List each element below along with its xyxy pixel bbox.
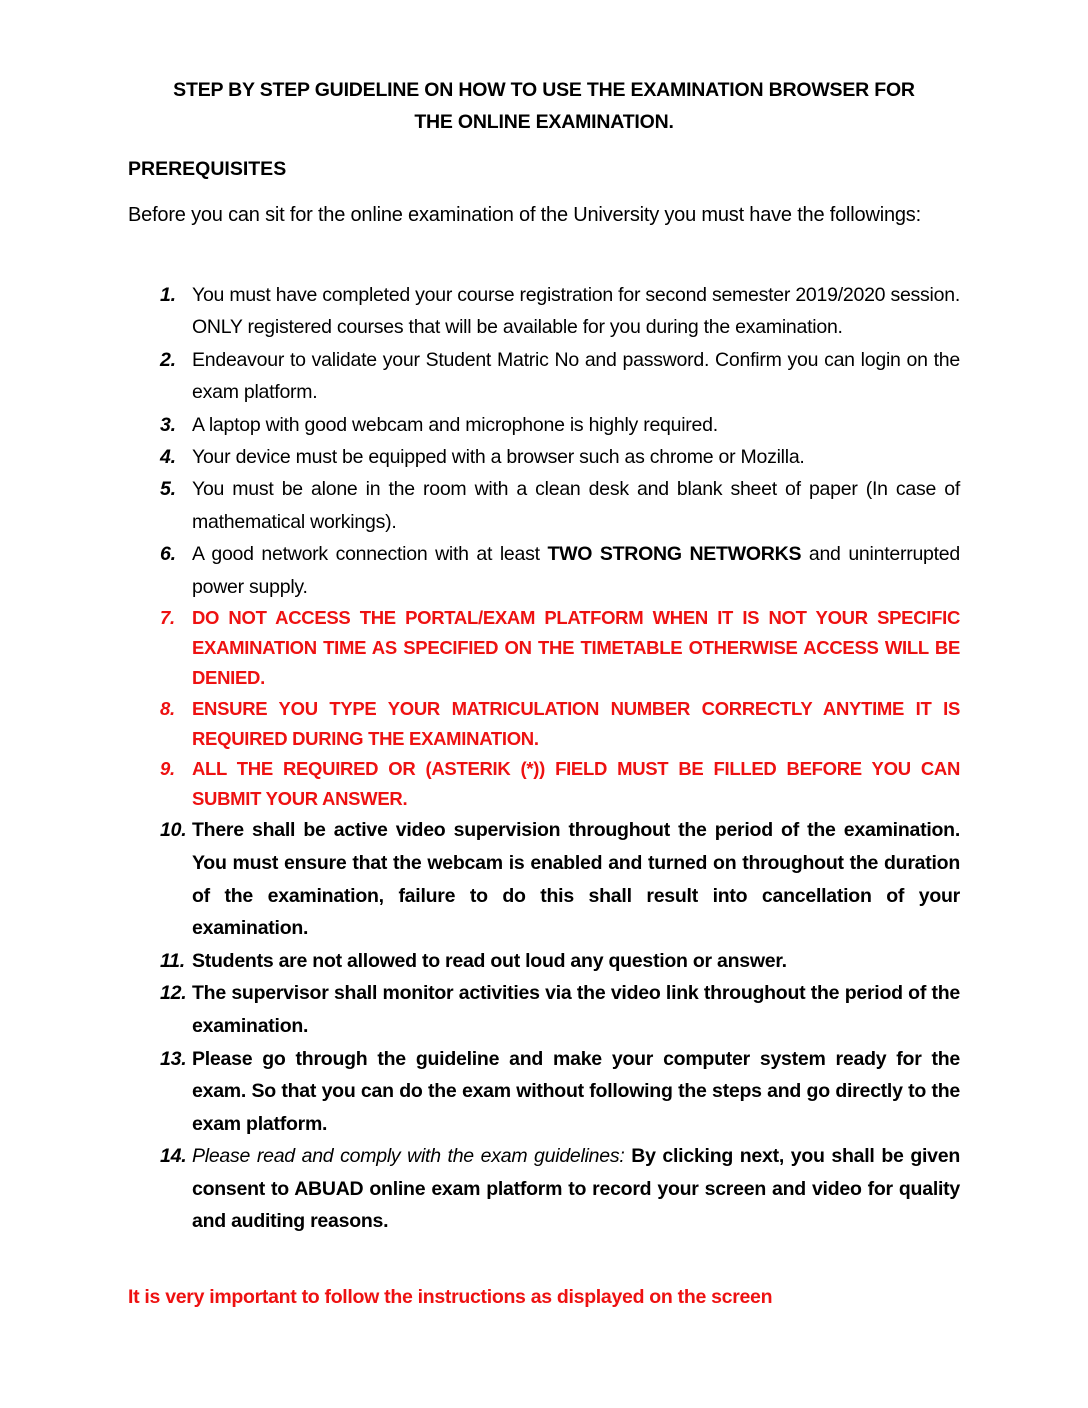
item-text: Students are not allowed to read out loud any question or answer.	[192, 949, 787, 972]
list-item	[128, 279, 960, 344]
item-text: and uninterrupted power supply.	[192, 543, 960, 598]
item-text: Your device must be equipped with a browser such as chrome or Mozilla.	[192, 446, 805, 469]
list-item	[128, 409, 960, 441]
item-text: A laptop with good webcam and microphone is highly required.	[192, 413, 718, 436]
item-text: The supervisor shall monitor activities via the video link throughout the period of the examination.	[192, 982, 960, 1038]
intro-paragraph: Before you can sit for the online examination of the University you must have the followings:	[128, 204, 921, 226]
warning-item	[128, 754, 960, 814]
warning-item	[128, 694, 960, 754]
item-number: 11.	[160, 949, 185, 972]
list-item	[128, 814, 960, 944]
section-heading: PREREQUISITES	[128, 158, 287, 180]
item-text: ENSURE YOU TYPE YOUR MATRICULATION NUMBER CORRECTLY ANYTIME IT IS REQUIRED DURING THE EXAMINATION.	[192, 697, 960, 749]
item-text: You must have completed your course registration for second semester 2019/2020 session. ONLY registered courses that will be available for you during the examination.	[192, 284, 960, 339]
item-number: 14.	[160, 1145, 187, 1168]
item-number: 12.	[160, 982, 187, 1005]
item-text: Please go through the guideline and make your computer system ready for the exam. So that you can do the exam without following the steps and go directly to the exam platform.	[192, 1047, 960, 1135]
item-text: ALL THE REQUIRED OR (ASTERIK (*)) FIELD MUST BE FILLED BEFORE YOU CAN SUBMIT YOUR ANSWER.	[192, 758, 960, 810]
item-number: 9.	[160, 758, 175, 780]
list-item	[128, 1140, 960, 1237]
item-text: DO NOT ACCESS THE PORTAL/EXAM PLATFORM WHEN IT IS NOT YOUR SPECIFIC EXAMINATION TIME AS SPECIFIED ON THE TIMETABLE OTHERWISE ACCESS WILL BE DENIED.	[192, 607, 960, 689]
title-line-2: THE ONLINE EXAMINATION.	[414, 111, 674, 133]
item-number: 4.	[160, 446, 176, 469]
list-item	[128, 473, 960, 538]
prerequisites-list	[128, 279, 960, 1238]
item-text-emphasis: TWO STRONG NETWORKS	[547, 543, 802, 566]
list-item	[128, 441, 960, 473]
document-title	[128, 74, 960, 138]
item-number: 1.	[160, 284, 176, 306]
item-number: 3.	[160, 413, 176, 436]
item-text-italic: Please read and comply with the exam guidelines:	[192, 1145, 632, 1168]
list-item	[128, 538, 960, 603]
warning-item	[128, 603, 960, 694]
item-number: 2.	[160, 348, 176, 371]
item-number: 13.	[160, 1047, 187, 1070]
list-item	[128, 344, 960, 409]
list-item	[128, 977, 960, 1042]
item-text: You must be alone in the room with a clean desk and blank sheet of paper (In case of mathematical workings).	[192, 478, 960, 533]
item-number: 8.	[160, 697, 175, 719]
title-line-1: STEP BY STEP GUIDELINE ON HOW TO USE THE EXAMINATION BROWSER FOR	[173, 79, 915, 101]
item-text: A good network connection with at least	[192, 543, 548, 566]
footer-notice: It is very important to follow the instructions as displayed on the screen	[128, 1286, 773, 1308]
item-text: Endeavour to validate your Student Matric No and password. Confirm you can login on the exam platform.	[192, 348, 960, 404]
item-text-emphasis: By clicking next, you shall be given consent to ABUAD online exam platform to record your screen and video for quality and auditing reasons.	[192, 1145, 960, 1233]
item-number: 7.	[160, 607, 175, 629]
item-number: 10.	[160, 819, 187, 842]
item-number: 6.	[160, 543, 176, 566]
list-item	[128, 1043, 960, 1141]
item-number: 5.	[160, 478, 176, 501]
list-item	[128, 945, 960, 978]
item-text: There shall be active video supervision throughout the period of the examination. You must ensure that the webcam is enabled and turned on throughout the duration of the examination, failure to do this shall result into cancellation of your examination.	[192, 819, 960, 940]
